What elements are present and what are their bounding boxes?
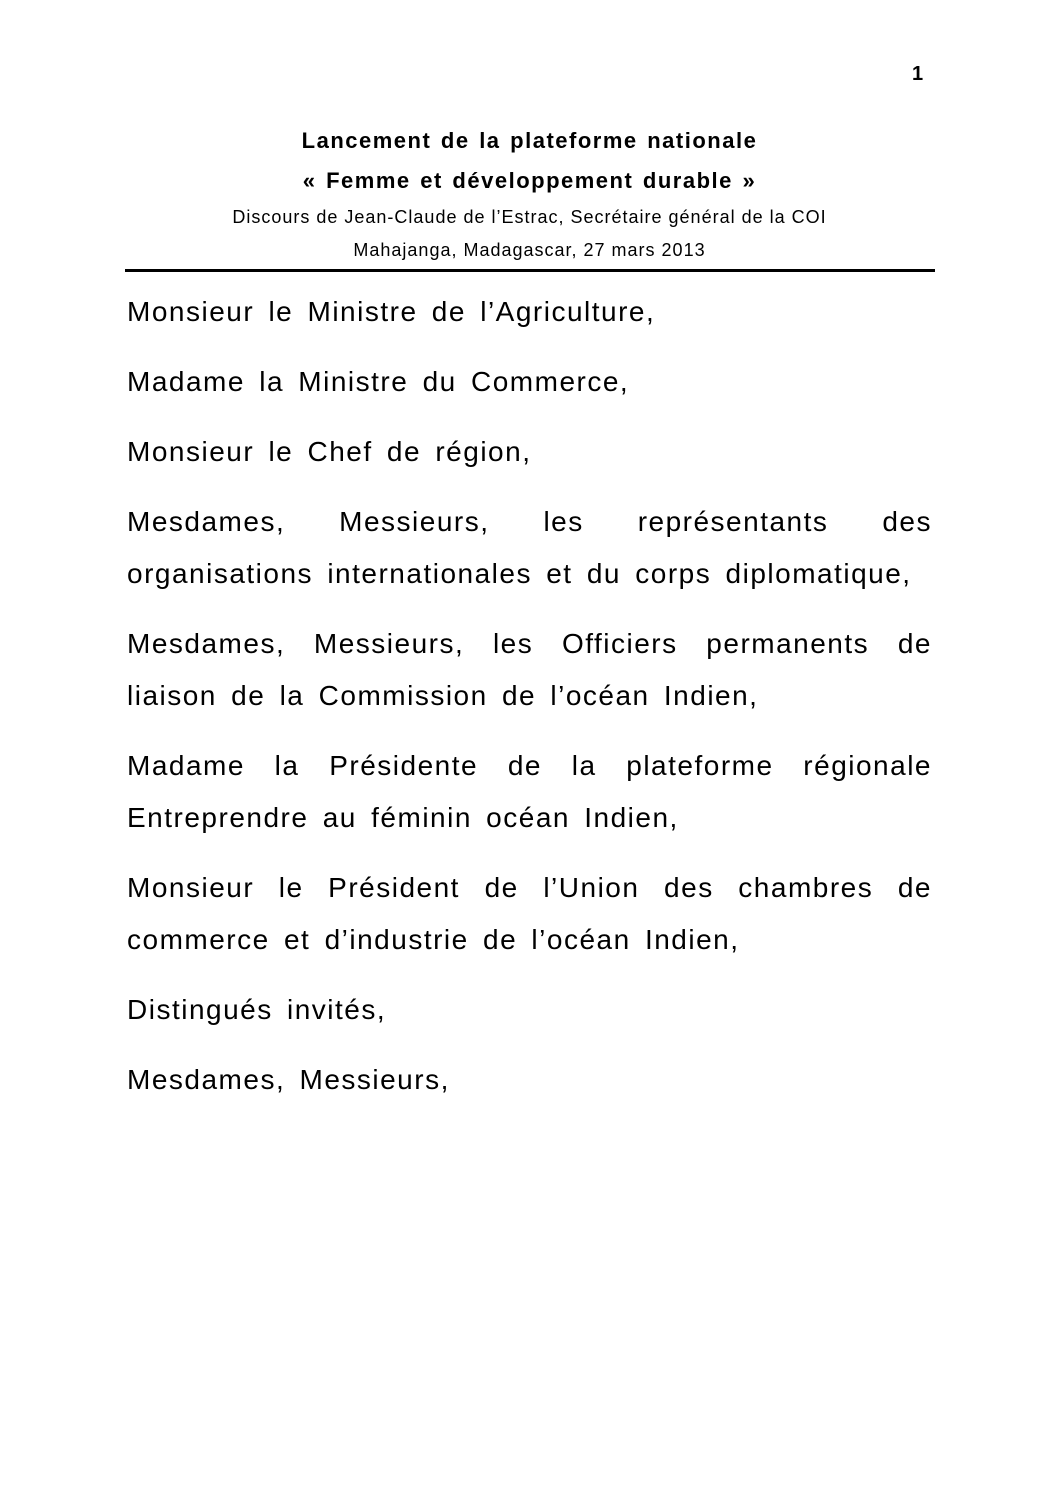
title-line-2: « Femme et développement durable » [302,168,757,193]
page-number: 1 [912,63,925,85]
title-line-1: Lancement de la plateforme nationale [301,128,758,153]
salutation-paragraph: Monsieur le Président de l’Union des chambres de commerce et d’industrie de l’océan Indien, [127,872,932,955]
salutation-paragraph: Mesdames, Messieurs, les Officiers permanents de liaison de la Commission de l’océan Indien, [127,628,932,711]
salutation-paragraph: Mesdames, Messieurs, [127,1064,450,1095]
salutation-paragraph: Monsieur le Chef de région, [127,436,532,467]
salutation-paragraph: Mesdames, Messieurs, les représentants des organisations internationales et du corps diplomatique, [127,506,932,589]
header-divider-rule [125,269,935,272]
salutation-paragraph: Monsieur le Ministre de l’Agriculture, [127,296,656,327]
salutation-paragraph: Madame la Ministre du Commerce, [127,366,630,397]
document-date: Mahajanga, Madagascar, 27 mars 2013 [353,240,706,260]
salutation-paragraph: Distingués invités, [127,994,387,1025]
document-subtitle: Discours de Jean-Claude de l’Estrac, Secrétaire général de la COI [232,207,827,227]
document-body [127,286,932,1106]
document-header [127,0,932,267]
salutation-paragraph: Madame la Présidente de la plateforme régionale Entreprendre au féminin océan Indien, [127,750,932,833]
